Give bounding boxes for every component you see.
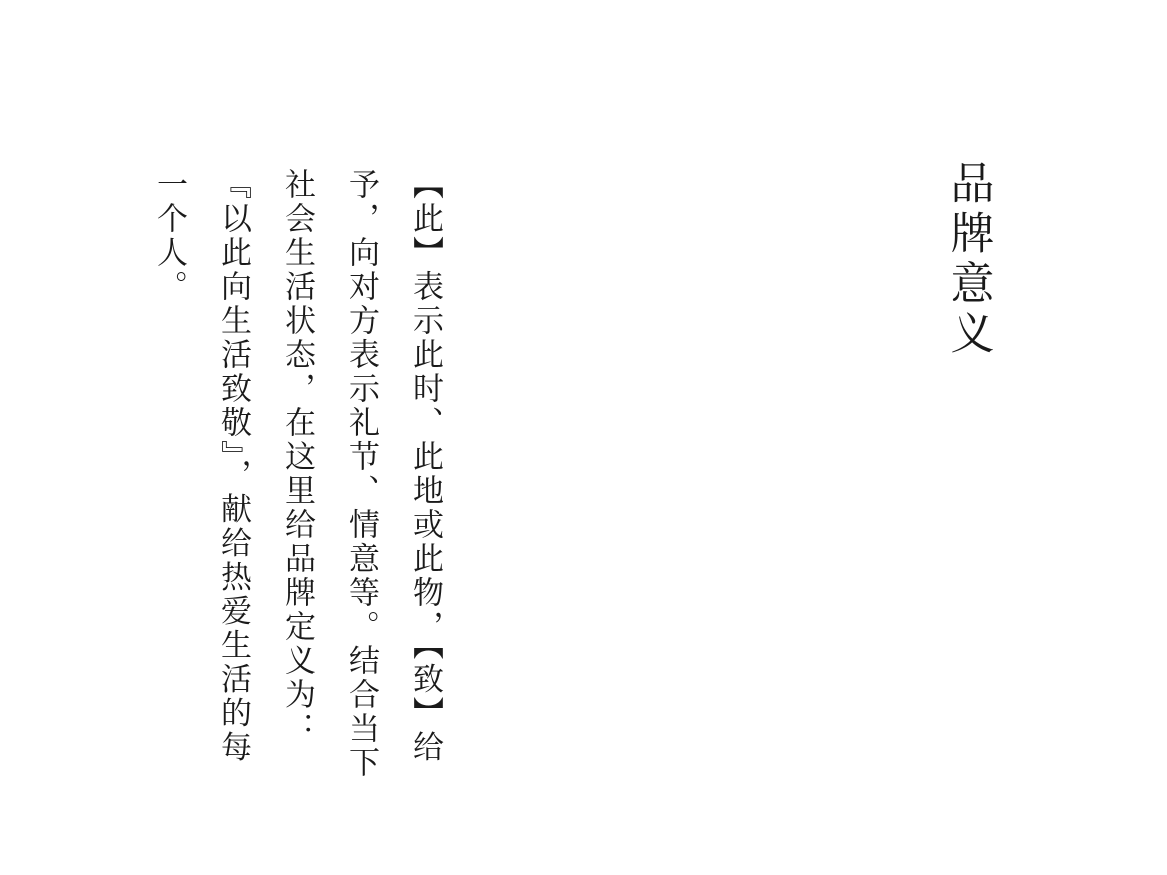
- brand-meaning-paragraph: [137, 168, 457, 793]
- paragraph-line: 社会生活状态，在这里给品牌定义为：: [280, 168, 315, 746]
- page-title: 品牌意义: [943, 160, 993, 360]
- paragraph-line: 『以此向生活致敬』，献给热爱生活的每: [216, 168, 251, 765]
- paragraph-line: 予，向对方表示礼节、情意等。结合当下: [344, 168, 379, 780]
- paragraph-line: 【此】表示此时、此地或此物，【致】给: [408, 168, 443, 765]
- paragraph-line: 一个人。: [152, 168, 187, 304]
